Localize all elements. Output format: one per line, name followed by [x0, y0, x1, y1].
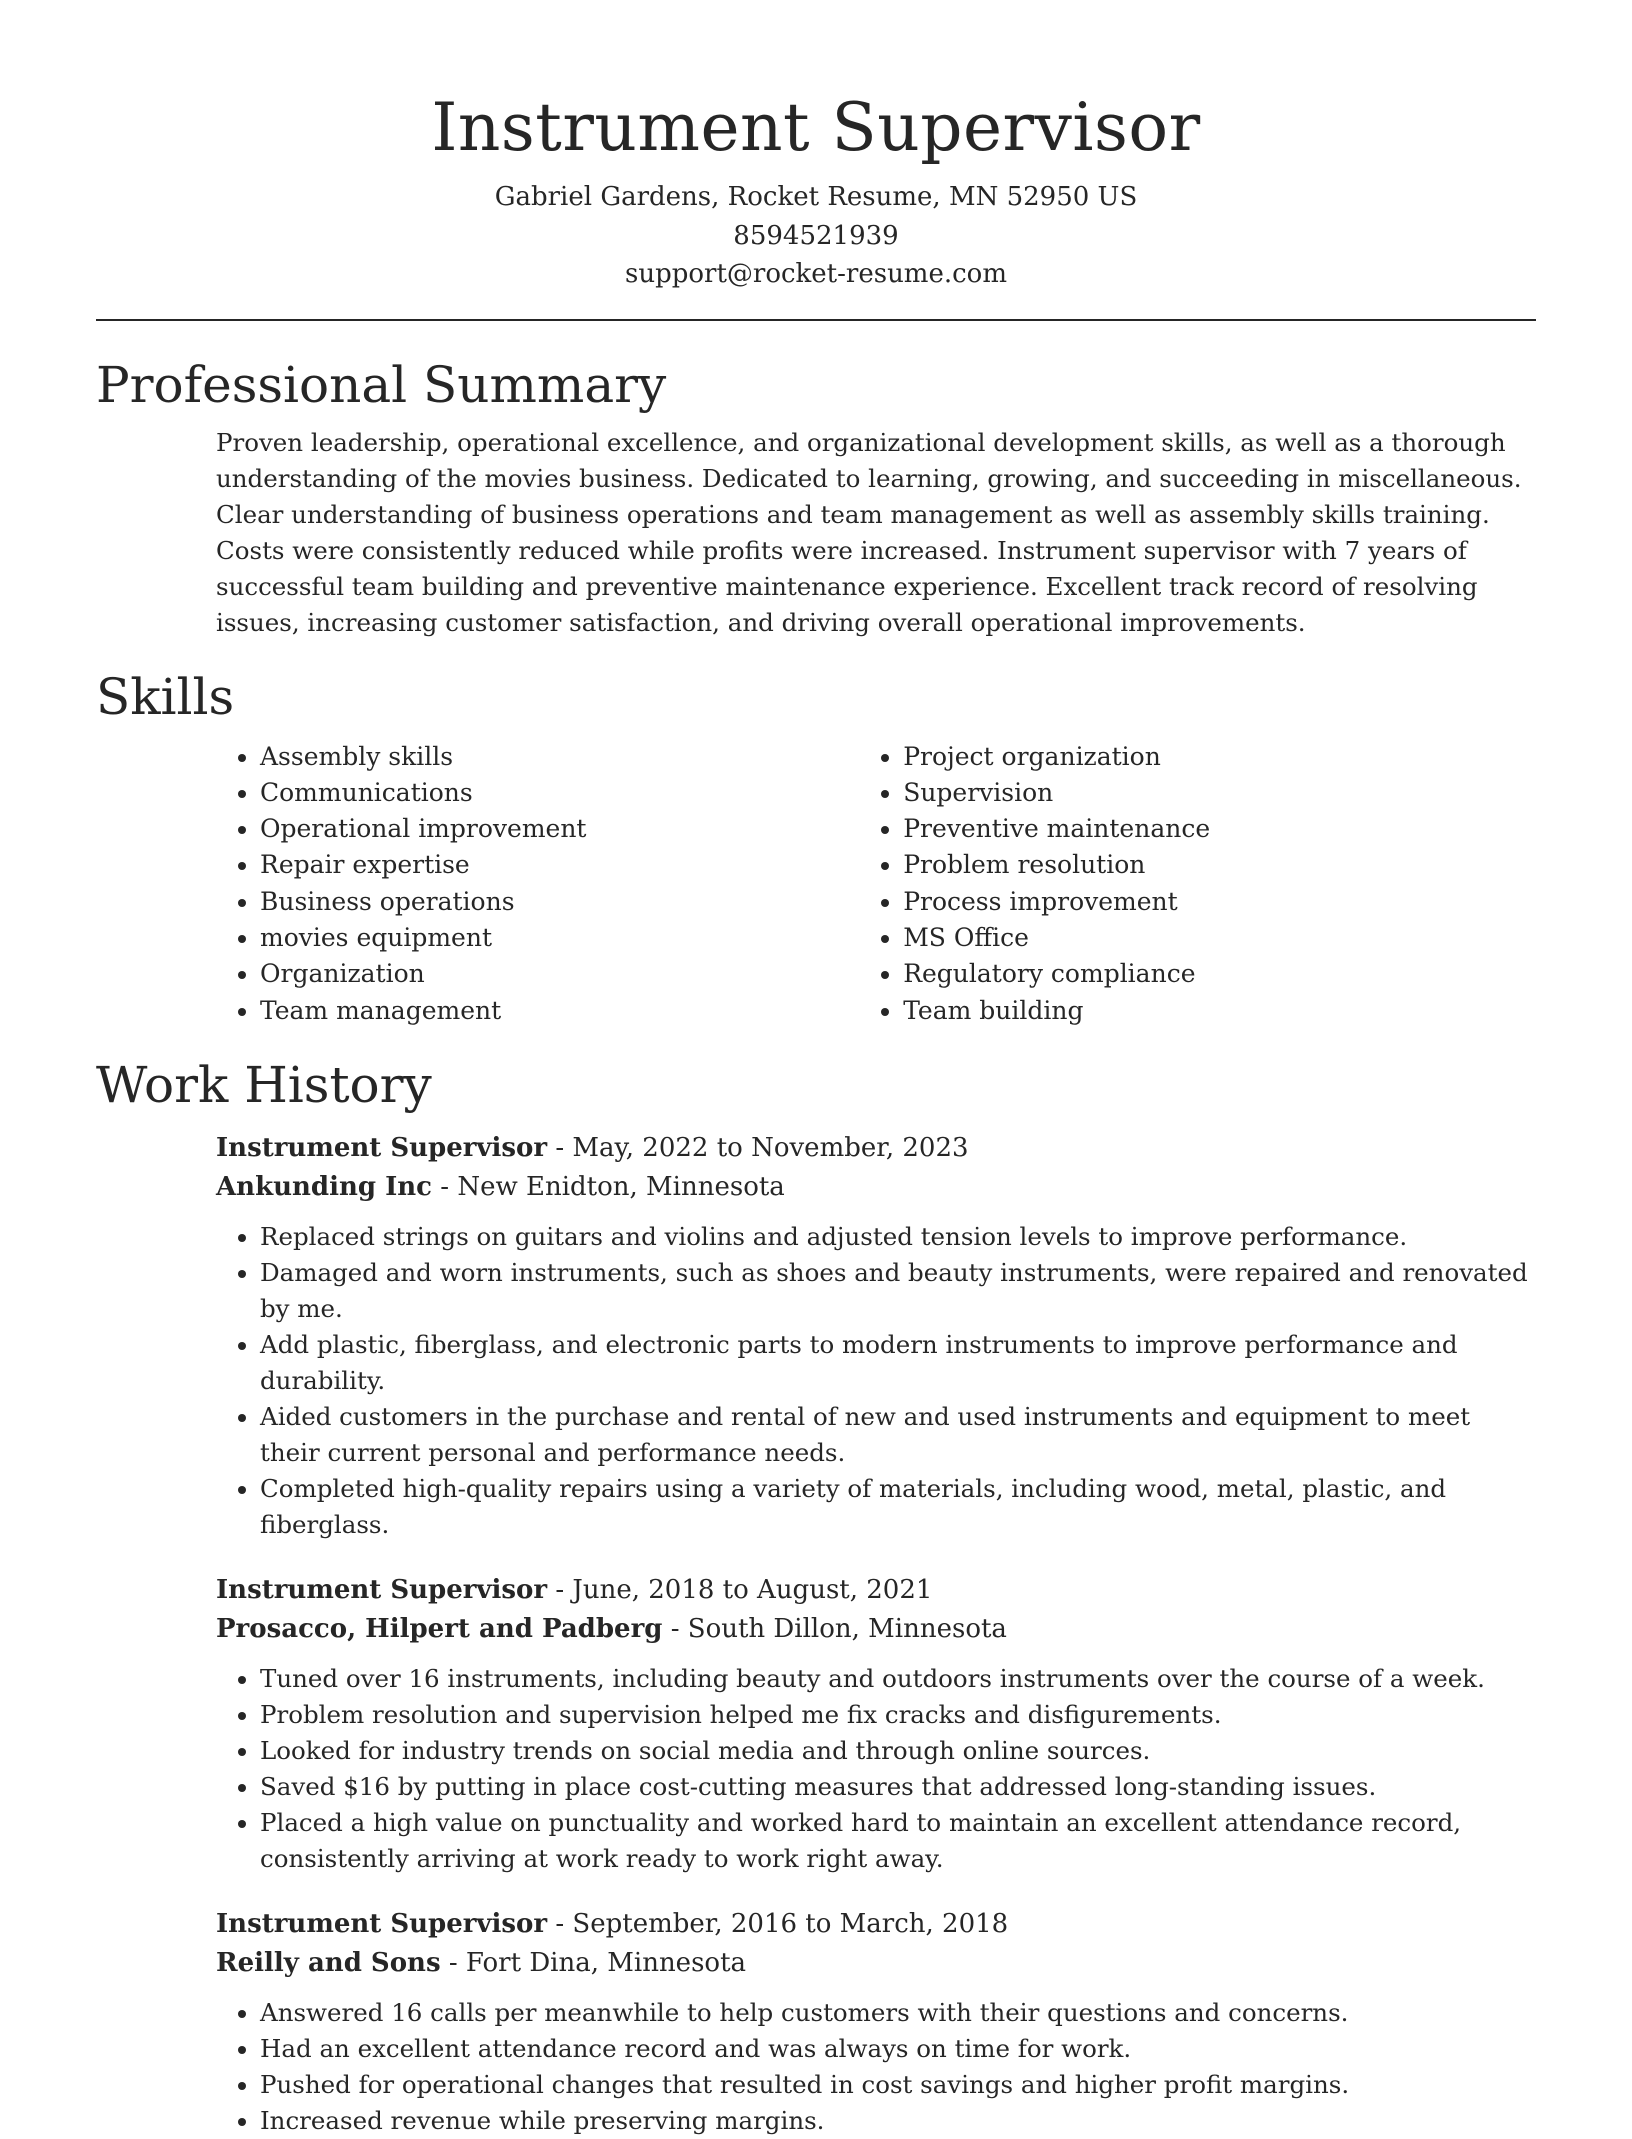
job-dates: - May, 2022 to November, 2023: [547, 1132, 969, 1163]
contact-block: [96, 178, 1536, 294]
skill-item: • Operational improvement: [260, 811, 859, 847]
skill-item: • Business operations: [260, 884, 859, 920]
skills-column-left: [216, 739, 859, 1029]
skill-item: • Repair expertise: [260, 847, 859, 883]
contact-phone: 8594521939: [733, 220, 899, 251]
job-company-line: [216, 1610, 1536, 1649]
job-location: - New Enidton, Minnesota: [432, 1171, 785, 1202]
skill-item: • MS Office: [903, 920, 1536, 956]
job-entry: [216, 1129, 1536, 1543]
job-role: Instrument Supervisor: [216, 1132, 548, 1163]
contact-email: support@rocket-resume.com: [624, 259, 1007, 289]
job-role: Instrument Supervisor: [216, 1574, 548, 1605]
summary-heading: Professional Summary: [96, 355, 667, 414]
skills-column-right: [859, 739, 1536, 1029]
job-location: - South Dillon, Minnesota: [662, 1613, 1007, 1644]
skill-item: • Team management: [260, 993, 859, 1029]
work-history-heading: Work History: [96, 1055, 432, 1114]
job-bullet: • Aided customers in the purchase and rental of new and used instruments and equipment to meet their current personal and performance needs.: [260, 1399, 1536, 1471]
contact-address: Gabriel Gardens, Rocket Resume, MN 52950 US: [494, 182, 1138, 212]
job-bullet: • Replaced strings on guitars and violins and adjusted tension levels to improve performance.: [260, 1219, 1536, 1255]
job-entry: [216, 1905, 1536, 2139]
job-company: Ankunding Inc: [216, 1171, 432, 1202]
job-bullet: • Looked for industry trends on social media and through online sources.: [260, 1733, 1536, 1769]
job-company: Prosacco, Hilpert and Padberg: [216, 1613, 663, 1644]
skill-item: • Preventive maintenance: [903, 811, 1536, 847]
job-dates: - June, 2018 to August, 2021: [547, 1574, 933, 1605]
skill-item: • Team building: [903, 993, 1536, 1029]
job-bullet: • Increased revenue while preserving margins.: [260, 2103, 1536, 2139]
resume-name: Instrument Supervisor: [431, 89, 1201, 166]
job-bullet: • Saved $16 by putting in place cost-cutting measures that addressed long-standing issues.: [260, 1769, 1536, 1805]
skill-item: • Regulatory compliance: [903, 956, 1536, 992]
job-bullet: • Add plastic, fiberglass, and electronic parts to modern instruments to improve performance and durability.: [260, 1327, 1536, 1399]
job-bullets: [216, 1661, 1536, 1877]
job-title-line: [216, 1129, 1536, 1168]
resume-page: [96, 0, 1536, 2139]
skill-item: • Supervision: [903, 775, 1536, 811]
header-divider: [96, 319, 1536, 321]
job-bullets: [216, 1219, 1536, 1543]
job-entry: [216, 1571, 1536, 1877]
skill-item: • movies equipment: [260, 920, 859, 956]
skill-item: • Assembly skills: [260, 739, 859, 775]
job-company-line: [216, 1168, 1536, 1207]
skill-item: • Communications: [260, 775, 859, 811]
job-bullet: • Pushed for operational changes that resulted in cost savings and higher profit margins.: [260, 2067, 1536, 2103]
skill-item: • Project organization: [903, 739, 1536, 775]
skill-item: • Organization: [260, 956, 859, 992]
job-bullet: • Tuned over 16 instruments, including beauty and outdoors instruments over the course of a week.: [260, 1661, 1536, 1697]
job-title-line: [216, 1905, 1536, 1944]
summary-text: Proven leadership, operational excellence, and organizational development skills, as well as a thorough understanding of the movies business. Dedicated to learning, growing, and succeeding in miscellaneous. Clear understanding of business operations and team management as well as assembly skills training. Costs were consistently reduced while profits were increased. Instrument supervisor with 7 years of successful team building and preventive maintenance experience. Excellent track record of resolving issues, increasing customer satisfaction, and driving overall operational improvements.: [216, 427, 1522, 637]
job-bullets: [216, 1995, 1536, 2139]
job-bullet: • Completed high-quality repairs using a variety of materials, including wood, metal, plastic, and fiberglass.: [260, 1471, 1536, 1543]
job-company-line: [216, 1944, 1536, 1983]
job-location: - Fort Dina, Minnesota: [440, 1947, 747, 1978]
job-dates: - September, 2016 to March, 2018: [547, 1908, 1009, 1939]
skills-list: [216, 739, 1536, 1029]
job-role: Instrument Supervisor: [216, 1908, 548, 1939]
job-bullet: • Damaged and worn instruments, such as shoes and beauty instruments, were repaired and renovated by me.: [260, 1255, 1536, 1327]
job-bullet: • Answered 16 calls per meanwhile to help customers with their questions and concerns.: [260, 1995, 1536, 2031]
job-title-line: [216, 1571, 1536, 1610]
skill-item: • Process improvement: [903, 884, 1536, 920]
skills-heading: Skills: [96, 667, 235, 726]
job-bullet: • Problem resolution and supervision helped me fix cracks and disfigurements.: [260, 1697, 1536, 1733]
job-company: Reilly and Sons: [216, 1947, 441, 1978]
job-bullet: • Had an excellent attendance record and was always on time for work.: [260, 2031, 1536, 2067]
skill-item: • Problem resolution: [903, 847, 1536, 883]
job-bullet: • Placed a high value on punctuality and worked hard to maintain an excellent attendance record, consistently arriving at work ready to work right away.: [260, 1805, 1536, 1877]
